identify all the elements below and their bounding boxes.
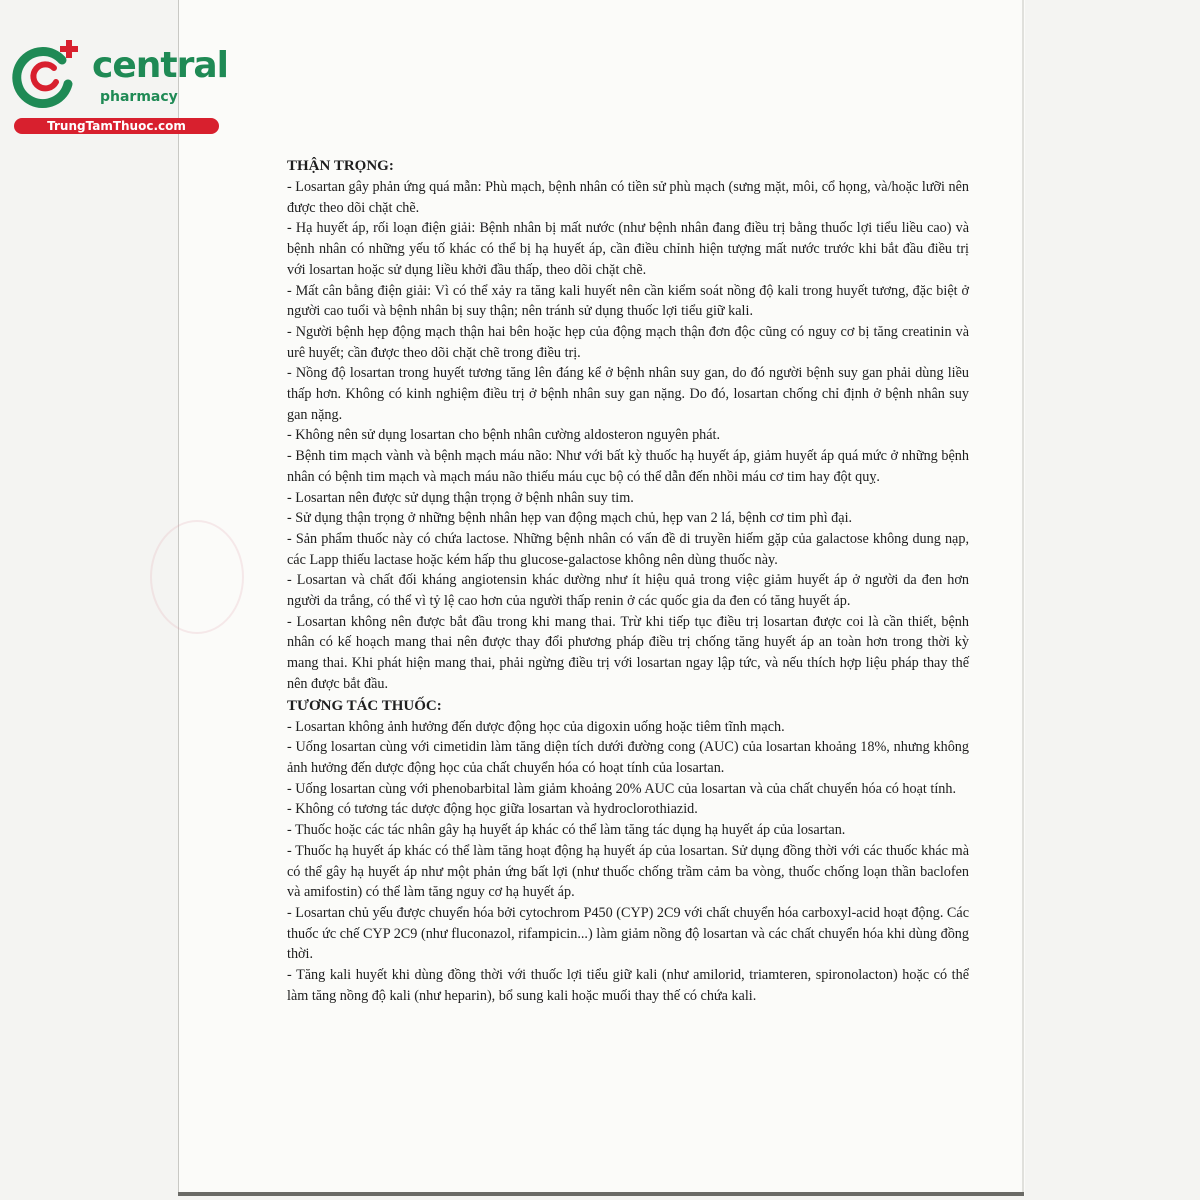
paragraph: - Uống losartan cùng với cimetidin làm tăng diện tích dưới đường cong (AUC) của losartan khoảng 18%, nhưng không ảnh hưởng đến dược động học của chất chuyển hóa có hoạt tính của losartan. [287, 739, 969, 776]
faint-stamp-mark [150, 520, 244, 634]
paragraph: - Thuốc hoặc các tác nhân gây hạ huyết áp khác có thể làm tăng tác dụng hạ huyết áp của losartan. [287, 822, 846, 839]
paragraph: - Losartan không ảnh hưởng đến dược động học của digoxin uống hoặc tiêm tĩnh mạch. [287, 718, 785, 735]
paragraph: - Người bệnh hẹp động mạch thận hai bên hoặc hẹp của động mạch thận đơn độc cũng có nguy cơ bị tăng creatinin và urê huyết; cần được theo dõi chặt chẽ trong điều trị. [287, 323, 969, 361]
document-text [287, 155, 969, 1006]
paragraph: - Hạ huyết áp, rối loạn điện giải: Bệnh nhân bị mất nước (như bệnh nhân đang điều trị bằng thuốc lợi tiểu liều cao) và bệnh nhân có những yếu tố khác có thể bị hạ huyết áp, cần điều chỉnh hiện tượng mất nước trước khi bắt đầu điều trị với losartan hoặc sử dụng liều khởi đầu thấp, theo dõi chặt chẽ. [287, 220, 969, 278]
paragraph: - Losartan không nên được bắt đầu trong khi mang thai. Trừ khi tiếp tục điều trị losartan được coi là cần thiết, bệnh nhân có kế hoạch mang thai nên được thay đổi phương pháp điều trị chống tăng huyết áp an toàn hơn trong thời kỳ mang thai. Khi phát hiện mang thai, phải ngừng điều trị với losartan ngay lập tức, và nếu thích hợp liệu pháp thay thế nên được bắt đầu. [287, 613, 969, 692]
paragraph: - Uống losartan cùng với phenobarbital làm giảm khoảng 20% AUC của losartan và của chất chuyển hóa có hoạt tính. [287, 780, 957, 797]
paragraph: - Losartan chủ yếu được chuyển hóa bởi cytochrom P450 (CYP) 2C9 với chất chuyển hóa carboxyl-acid hoạt động. Các thuốc ức chế CYP 2C9 (như fluconazol, rifampicin...) làm giảm nồng độ losartan và các chất chuyển hóa khi dùng đồng thời. [287, 904, 969, 963]
section-heading-precautions: THẬN TRỌNG: [287, 158, 394, 174]
pharmacy-logo-icon [10, 38, 82, 110]
paragraph: - Losartan và chất đối kháng angiotensin khác dường như ít hiệu quả trong việc giảm huyết áp ở người da đen hơn người da trắng, có thể vì tỷ lệ cao hơn của người thấp renin ở các quốc gia da đen có tăng huyết áp. [287, 572, 969, 610]
paragraph: - Không nên sử dụng losartan cho bệnh nhân cường aldosteron nguyên phát. [287, 427, 721, 444]
brand-subtitle: pharmacy [100, 89, 178, 105]
central-pharmacy-logo [10, 38, 228, 138]
paragraph: - Bệnh tim mạch vành và bệnh mạch máu não: Như với bất kỳ thuốc hạ huyết áp, giảm huyết áp quá mức ở những bệnh nhân có bệnh tim mạch và mạch máu não thiếu máu cục bộ có thể dẫn đến nhồi máu cơ tim hay đột quỵ. [287, 448, 969, 485]
paragraph: - Sản phẩm thuốc này có chứa lactose. Những bệnh nhân có vấn đề di truyền hiếm gặp của galactose không dung nạp, các Lapp thiếu lactase hoặc kém hấp thu glucose-galactose không nên dùng thuốc này. [287, 530, 969, 568]
paragraph: - Tăng kali huyết khi dùng đồng thời với thuốc lợi tiểu giữ kali (như amilorid, triamteren, spironolacton) hoặc có thể làm tăng nồng độ kali (như heparin), bổ sung kali hoặc muối thay thế có chứa kali. [287, 967, 969, 1004]
page-edge [1022, 0, 1024, 1196]
paragraph: - Mất cân bằng điện giải: Vì có thể xảy ra tăng kali huyết nên cần kiểm soát nồng độ kali trong huyết tương, đặc biệt ở người cao tuổi và bệnh nhân bị suy thận; nên tránh sử dụng thuốc lợi tiểu giữ kali. [287, 282, 969, 320]
brand-url: TrungTamThuoc.com [14, 118, 219, 134]
paragraph: - Sử dụng thận trọng ở những bệnh nhân hẹp van động mạch chủ, hẹp van 2 lá, bệnh cơ tim phì đại. [287, 510, 853, 527]
paragraph: - Thuốc hạ huyết áp khác có thể làm tăng hoạt động hạ huyết áp của losartan. Sử dụng đồng thời với các thuốc khác mà có thể gây hạ huyết áp như một phản ứng bất lợi (như thuốc chống trầm cảm ba vòng, thuốc chống loạn thần baclofen và amifostin) có thể làm tăng nguy cơ hạ huyết áp. [287, 842, 969, 901]
section-heading-drug-interactions: TƯƠNG TÁC THUỐC: [287, 697, 442, 714]
page-bottom-edge [178, 1192, 1024, 1196]
paragraph: - Losartan nên được sử dụng thận trọng ở bệnh nhân suy tim. [287, 489, 634, 506]
paragraph: - Losartan gây phản ứng quá mẫn: Phù mạch, bệnh nhân có tiền sử phù mạch (sưng mặt, môi, cổ họng, và/hoặc lưỡi nên được theo dõi chặt chẽ. [287, 179, 969, 216]
brand-name: central [92, 45, 228, 86]
paragraph: - Không có tương tác dược động học giữa losartan và hydroclorothiazid. [287, 801, 698, 818]
paragraph: - Nồng độ losartan trong huyết tương tăng lên đáng kể ở bệnh nhân suy gan, do đó người bệnh suy gan phải dùng liều thấp hơn. Không có kinh nghiệm điều trị ở bệnh nhân suy gan nặng. Do đó, losartan chống chỉ định ở bệnh nhân suy gan nặng. [287, 365, 969, 423]
